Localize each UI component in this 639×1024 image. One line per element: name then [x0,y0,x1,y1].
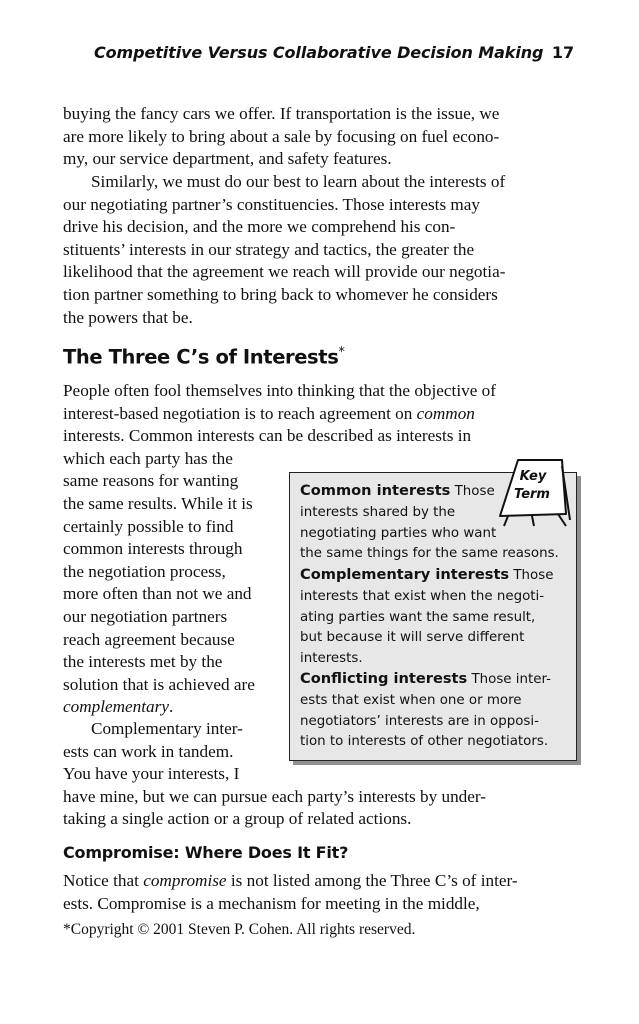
term-complementary-interests: Complementary interests [300,566,510,583]
text-line: ests can work in tandem. [63,741,234,761]
subheading-compromise: Compromise: Where Does It Fit? [63,843,349,862]
key-term-common: Common interests Those interests shared by the negotiating parties who want the same things for the same reasons. [300,482,559,562]
emphasis-compromise: compromise [143,871,227,890]
text-line: the same results. While it is [63,493,253,513]
text-line: taking a single action or a group of related actions. [63,809,412,829]
text-line: solution that is achieved are [63,674,255,694]
text-line: my, our service department, and safety features. [63,149,392,169]
text-line: reach agreement because [63,629,235,649]
section-heading-text: The Three C’s of Interests [63,345,339,369]
text-line: stituents’ interests in our strategy and tactics, the greater the [63,239,475,259]
key-term-easel-icon [496,456,578,528]
key-term-complementary: Complementary interests Those interests that exist when the negoti- ating parties want the same result, but because it will serve different interests. [300,566,554,667]
text-line: the negotiation process, [63,561,226,581]
running-head [94,43,584,62]
text-line: more often than not we and [63,584,252,604]
text-line: which each party has the [63,448,233,468]
text-line: the powers that be. [63,307,193,327]
footnote: *Copyright © 2001 Steven P. Cohen. All rights reserved. [63,921,416,938]
text-line: the interests met by the [63,652,223,672]
text-line: interest-based negotiation is to reach agreement on common [63,403,475,423]
similarly-paragraph [63,171,578,329]
text-line: People often fool themselves into thinking that the objective of [63,381,496,400]
text-line: same reasons for wanting [63,471,239,491]
text-line: Similarly, we must do our best to learn about the interests of [91,172,506,191]
section-heading [63,345,345,369]
text-line: drive his decision, and the more we comprehend his con- [63,217,456,237]
text-line: likelihood that the agreement we reach will provide our negotia- [63,262,506,282]
emphasis-complementary: complementary [63,697,169,717]
text-line: buying the fancy cars we offer. If transportation is the issue, we [63,104,500,123]
easel-label-key: Key [519,469,547,484]
easel-label-term: Term [514,487,550,502]
text-line: interests. Common interests can be described as interests in [63,426,472,446]
text-line: tion partner something to bring back to whomever he considers [63,284,498,304]
text-line: are more likely to bring about a sale by focusing on fuel econo- [63,126,500,146]
intro-paragraph [63,103,578,171]
compromise-paragraph [63,870,578,915]
text-line: Complementary inter- [91,719,243,738]
text-line: Notice that compromise is not listed among the Three C’s of inter- [63,871,518,890]
key-term-conflicting: Conflicting interests Those inter- ests that exist when one or more negotiators’ interests are in opposi- tion to interests of other negotiators. [300,670,551,750]
text-line: our negotiating partner’s constituencies. Those interests may [63,194,481,214]
text-line: ests. Compromise is a mechanism for meeting in the middle, [63,893,480,913]
page-number: 17 [551,43,574,62]
text-line: have mine, but we can pursue each party’s interests by under- [63,786,486,806]
emphasis-common: common [416,403,475,423]
term-conflicting-interests: Conflicting interests [300,670,468,687]
term-common-interests: Common interests [300,482,451,499]
text-line: our negotiation partners [63,606,228,626]
text-line: complementary. [63,697,174,717]
running-head-title: Competitive Versus Collaborative Decision Making [94,43,544,62]
footnote-marker: * [338,345,345,360]
text-line: You have your interests, I [63,764,240,784]
text-line: certainly possible to find [63,516,234,536]
text-line: common interests through [63,539,243,559]
